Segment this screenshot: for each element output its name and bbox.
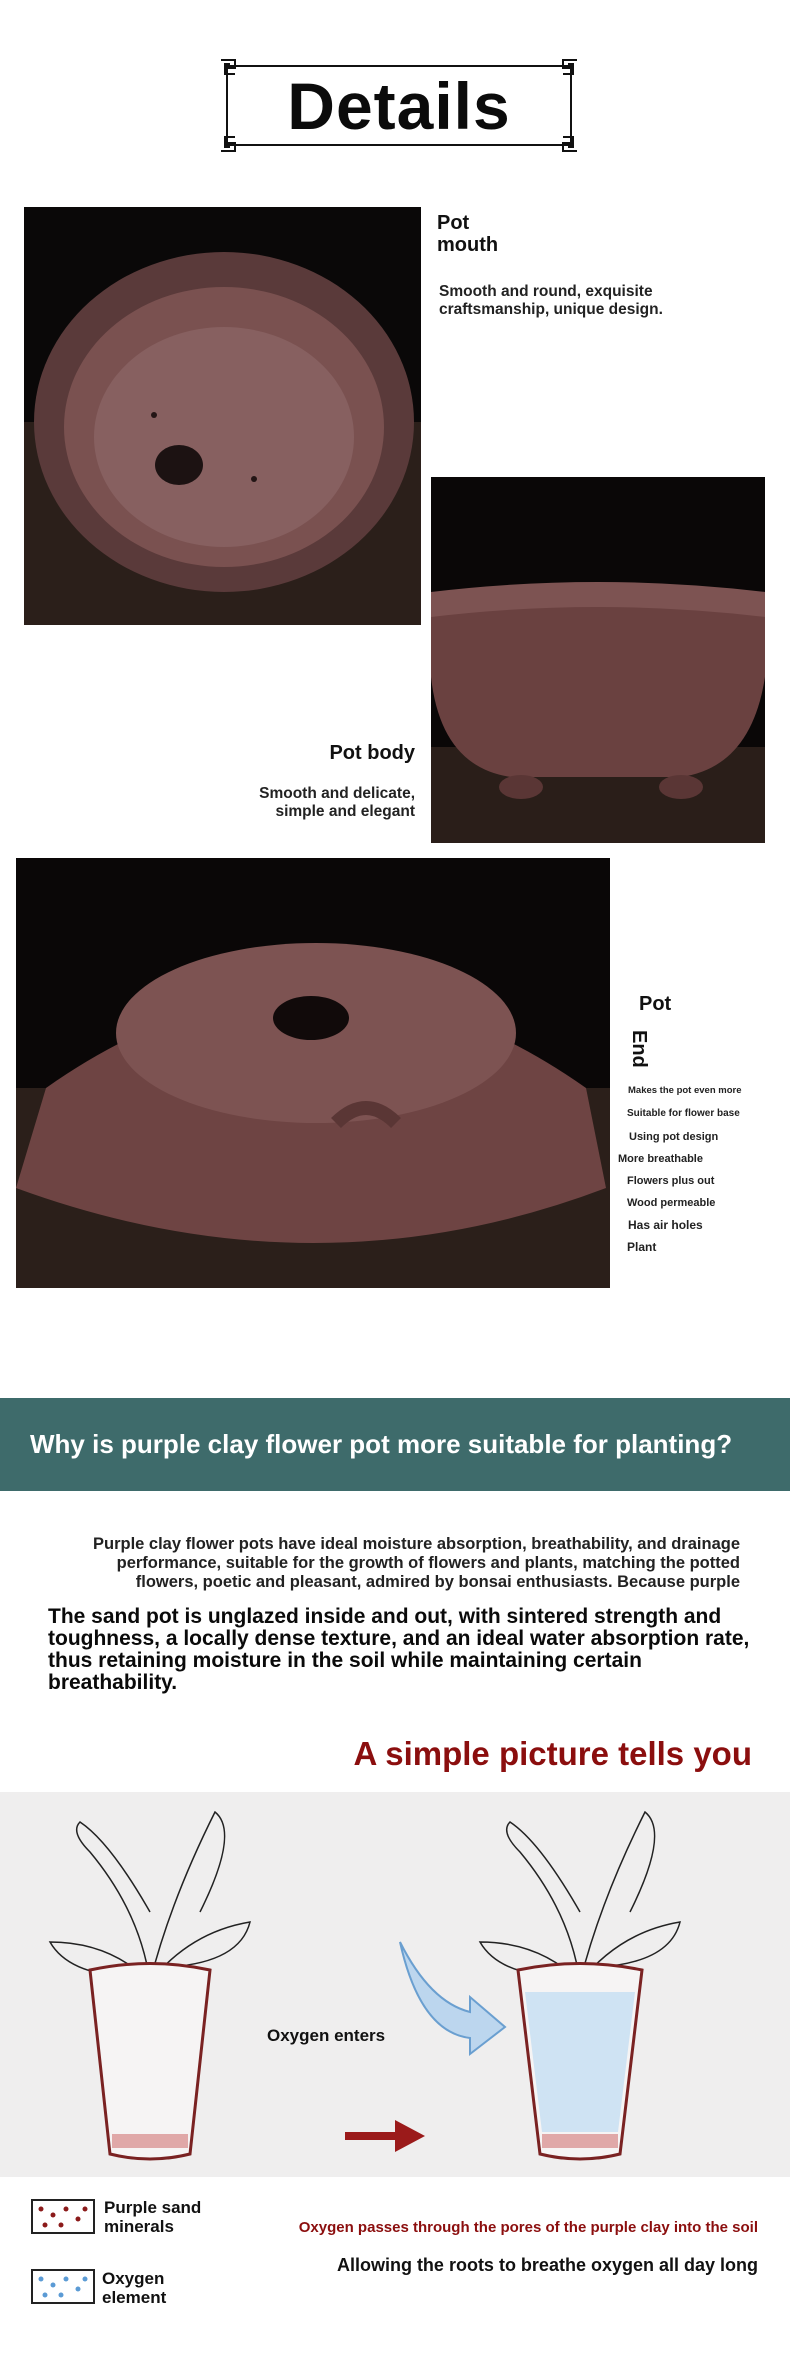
pot-mouth-title: Pot mouth xyxy=(437,212,499,256)
pot-body-desc: Smooth and delicate, simple and elegant xyxy=(259,785,415,820)
banner-text: Why is purple clay flower pot more suitable for planting? xyxy=(30,1429,733,1459)
oxygen-legend-label: Oxygen element xyxy=(102,2269,167,2307)
pot-mouth-desc: Smooth and round, exquisite craftsmanship, unique design. xyxy=(439,283,663,318)
intro-paragraph-2: The sand pot is unglazed inside and out, with sintered strength and toughness, a locally dense texture, and an ideal water absorption rate, thus retaining moisture in the soil while maintaining certain breathability. xyxy=(48,1605,750,1694)
intro-paragraph: Purple clay flower pots have ideal moisture absorption, breathability, and drainage performance, suitable for the growth of flowers and plants, matching the potted flowers, poetic and pleasant, admired by bonsai enthusiasts. Because purple xyxy=(92,1535,740,1591)
pot-end-line-1: Makes the pot even more xyxy=(628,1085,742,1096)
pot-body-title: Pot body xyxy=(329,742,415,764)
roots-breathe-note: Allowing the roots to breathe oxygen all day long xyxy=(336,2255,758,2275)
pot-end-line-2: Suitable for flower base xyxy=(627,1108,740,1119)
pot-end-line-5: Flowers plus out xyxy=(627,1175,715,1187)
pot-end-line-4: More breathable xyxy=(618,1153,703,1165)
pot-end-line-8: Plant xyxy=(627,1240,657,1254)
pot-end-line-3: Using pot design xyxy=(629,1131,719,1143)
pot-end-line-7: Has air holes xyxy=(628,1218,703,1232)
oxygen-pores-note: Oxygen passes through the pores of the purple clay into the soil xyxy=(298,2219,758,2236)
pot-mouth-photo xyxy=(24,207,421,625)
pot-end-photo xyxy=(16,858,610,1288)
oxygen-enters-label: Oxygen enters xyxy=(267,2026,386,2045)
oxygen-illustration xyxy=(0,1792,790,2177)
section-banner xyxy=(0,1398,790,1491)
purple-sand-swatch xyxy=(31,2199,95,2234)
purple-sand-legend-label: Purple sand minerals xyxy=(104,2198,202,2236)
pot-end-line-6: Wood permeable xyxy=(627,1197,716,1209)
oxygen-swatch xyxy=(31,2269,95,2304)
pot-end-title-2: End xyxy=(628,1030,650,1068)
pot-end-title: Pot xyxy=(639,993,672,1015)
pot-body-photo xyxy=(431,477,765,843)
illustration-title: A simple picture tells you xyxy=(353,1735,752,1772)
page-title: Details xyxy=(287,68,511,143)
